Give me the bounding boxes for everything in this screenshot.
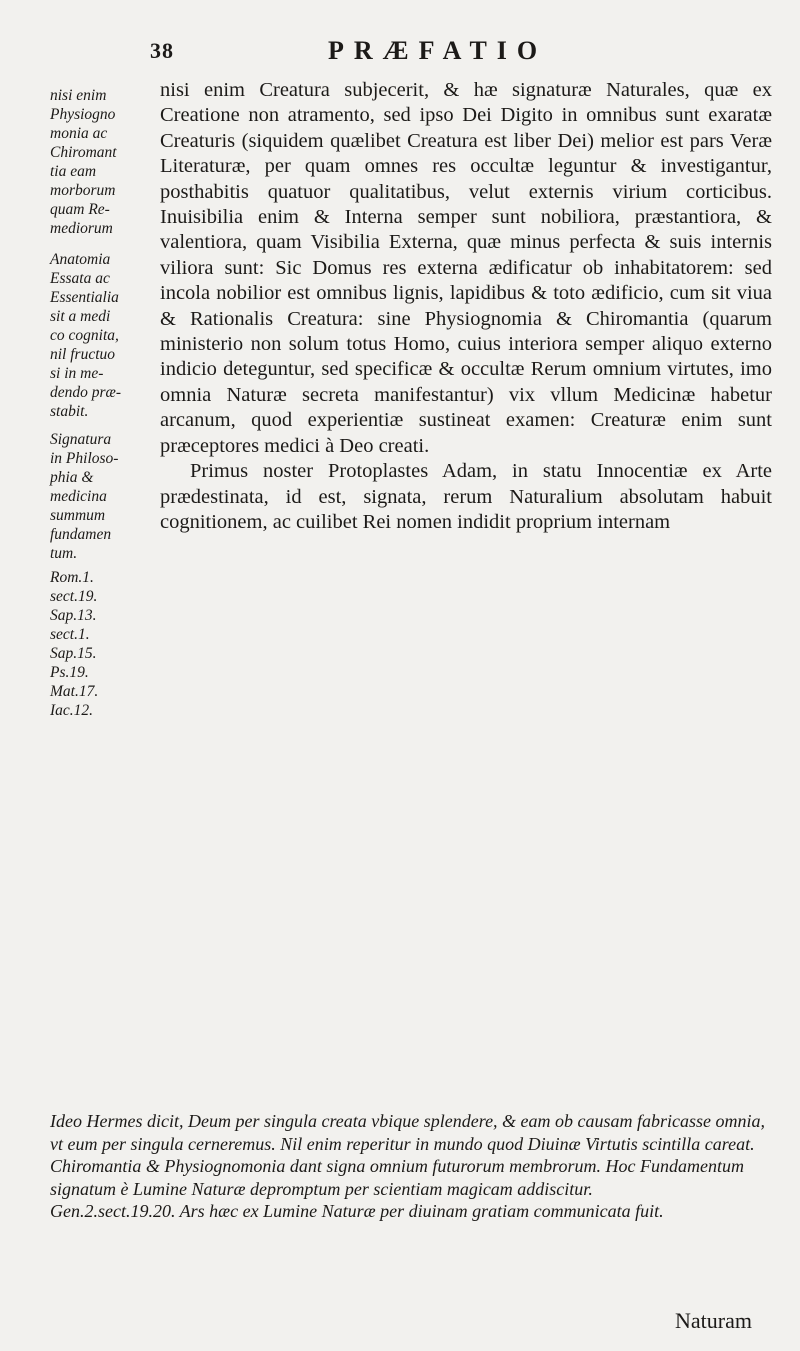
margin-note <box>50 568 152 720</box>
margin-note <box>50 250 152 421</box>
page-header <box>0 36 800 76</box>
page-number: 38 <box>150 38 174 63</box>
footnote: Gen.2.sect.19.20. Ars hæc ex Lumine Naturæ per diuinam gratiam communicata fuit. <box>50 1201 664 1221</box>
margin-note <box>50 86 152 238</box>
margin-note-references: Rom.1. sect.19. Sap.13. sect.1. Sap.15. Ps.19. Mat.17. Iac.12. <box>50 569 99 719</box>
footnote: Ideo Hermes dicit, Deum per singula creata vbique splendere, & eam ob causam fabricasse omnia, vt eum per singula cerneremus. Nil enim reperitur in mundo quod Diuinæ Virtutis scintilla careat. <box>50 1111 766 1154</box>
footnotes <box>50 1110 780 1223</box>
footnote: Chiromantia & Physiognomonia dant signa omnium futurorum membrorum. Hoc Fundamentum signatum è Lumine Naturæ depromptum per scientiam magicam addiscitur. <box>50 1156 744 1199</box>
margin-note-anatomia: Anatomia Essata ac Essentialia sit a medi co cognita, nil fructuo si in me- dendo præ- stabit. <box>50 251 122 420</box>
margin-note <box>50 430 152 563</box>
running-title: PRÆFATIO <box>328 36 548 65</box>
main-text <box>160 78 772 535</box>
margin-note-signatura: Signatura in Philoso- phia & medicina summum fundamen tum. <box>50 431 119 562</box>
margin-note-physiognomonia: nisi enim Physiogno monia ac Chiromant tia eam morborum quam Re- mediorum <box>50 87 117 237</box>
catchword: Naturam <box>675 1308 752 1333</box>
paragraph: Primus noster Protoplastes Adam, in statu Innocentiæ ex Arte prædestinata, id est, signata, rerum Naturalium absolutam habuit cognitionem, ac cuilibet Rei nomen indidit proprium internam <box>160 460 772 533</box>
paragraph: nisi enim Creatura subjecerit, & hæ signaturæ Naturales, quæ ex Creatione non atramento, sed ipso Dei Digito in omnibus sunt exaratæ Creaturis (siquidem quælibet Creatura est liber Dei) melior est pars Veræ Literaturæ, per quam omnes res occultæ leguntur & investigantur, posthabitis quatuor qualitatibus, velut externis virium corticibus. Inuisibilia enim & Interna semper sunt nobiliora, præstantiora, & valentiora, quam Visibilia Externa, quæ minus perfecta & suis internis viliora sunt: Sic Domus res externa ædificatur ob inhabitatorem: sed incola nobilior est omnibus lignis, lapidibus & toto ædificio, cum sit viua & Rationalis Creatura: sine Physiognomia & Chiromantia (quarum ministerio non solum totus Homo, cuius interiora semper aliquo externo indicio deteguntur, sed specificæ & occultæ Rerum omnium virtutes, imo omnia Naturæ secreta manifestantur) vix vllum Medicinæ habetur arcanum, quod experientiæ sustineat examen: Creaturæ enim sunt præceptores medici à Deo creati. <box>160 79 772 457</box>
